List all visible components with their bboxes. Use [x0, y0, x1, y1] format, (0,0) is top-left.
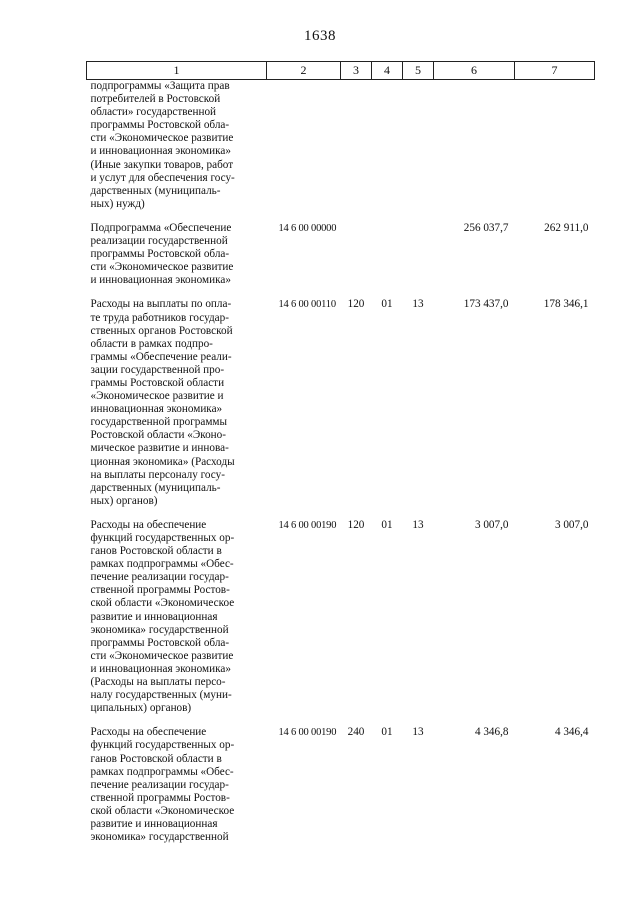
page-number: 1638: [304, 28, 336, 44]
row-name-line: Расходы на обеспечение: [90, 518, 207, 531]
row-name-line: ской области «Экономическое: [90, 597, 235, 610]
row-name-line: печение реализации государ-: [90, 571, 229, 584]
subsection-code: 13: [412, 726, 424, 739]
row-name-line: программы Ростовской обла-: [90, 248, 230, 261]
row-spacer: [87, 715, 595, 726]
amount-year-2: 3 007,0: [554, 518, 589, 531]
row-spacer-cell: [87, 211, 595, 222]
row-name-line: ционная экономика» (Расходы: [90, 455, 235, 468]
row-name-line: государственной программы: [90, 416, 228, 429]
section-code: [372, 222, 403, 287]
row-name-line: ственных органов Ростовской: [90, 324, 233, 337]
row-name-line: развитие и инновационная: [90, 610, 218, 623]
table-header: [87, 62, 595, 80]
row-name-line: Ростовской области «Эконо-: [90, 429, 226, 442]
target-article-code: 14 6 00 00190: [278, 727, 337, 739]
table-row: [87, 726, 595, 844]
column-header-5: 5: [403, 62, 434, 80]
row-name-line: сти «Экономическое развитие: [90, 132, 234, 145]
row-name: [87, 80, 267, 211]
amount-year-1: 4 346,8: [474, 726, 509, 739]
row-name-line: на выплаты персоналу госу-: [90, 468, 225, 481]
table-row: [87, 80, 595, 211]
row-name-line: реализации государственной: [90, 235, 228, 248]
section-code: 01: [381, 726, 393, 739]
expense-type-code: [341, 80, 372, 211]
row-name-line: (Иные закупки товаров, работ: [90, 158, 234, 171]
subsection-code: [403, 222, 434, 287]
row-name-line: Расходы на обеспечение: [90, 726, 207, 739]
amount-year-2: 262 911,0: [544, 221, 589, 234]
target-article-code: 14 6 00 00110: [278, 299, 336, 311]
target-article-code: 14 6 00 00000: [278, 222, 337, 234]
row-name-line: сти «Экономическое развитие: [90, 649, 234, 662]
row-name-line: области» государственной: [90, 106, 217, 119]
amount-year-2: 178 346,1: [543, 298, 589, 311]
row-spacer-cell: [87, 287, 595, 298]
row-name-line: печение реализации государ-: [90, 778, 229, 791]
row-name-line: граммы Ростовской области: [90, 376, 225, 389]
header-row: [87, 62, 595, 80]
amount-year-1: 173 437,0: [463, 298, 509, 311]
row-name-line: Расходы на выплаты по опла-: [90, 298, 232, 311]
row-name-line: налу государственных (муни-: [90, 689, 232, 702]
row-name-line: ных) органов): [90, 494, 158, 507]
row-name-line: и услут для обеспечения госу-: [90, 171, 235, 184]
table-row: [87, 519, 595, 715]
target-article-code: 14 6 00 00190: [278, 519, 337, 531]
row-name-line: «Экономическое развитие и: [90, 390, 224, 403]
table-body: [87, 80, 595, 845]
row-name-line: рамках подпрограммы «Обес-: [90, 765, 234, 778]
row-name-line: дарственных (муниципаль-: [90, 184, 221, 197]
row-spacer-cell: [87, 508, 595, 519]
row-spacer: [87, 211, 595, 222]
row-name-line: рамках подпрограммы «Обес-: [90, 558, 234, 571]
column-header-1: 1: [87, 62, 267, 80]
row-name-line: дарственных (муниципаль-: [90, 481, 221, 494]
section-code: [372, 80, 403, 211]
amount-year-2: [515, 80, 595, 211]
row-name-line: программы Ростовской обла-: [90, 119, 230, 132]
row-name-line: сти «Экономическое развитие: [90, 261, 234, 274]
column-header-3: 3: [341, 62, 372, 80]
row-name-line: подпрограммы «Защита прав: [90, 80, 230, 92]
row-name-line: ганов Ростовской области в: [90, 545, 222, 558]
row-name: [87, 298, 267, 508]
column-header-6: 6: [434, 62, 515, 80]
row-name-line: функций государственных ор-: [90, 739, 235, 752]
subsection-code: 13: [412, 298, 424, 311]
column-header-4: 4: [372, 62, 403, 80]
subsection-code: 13: [412, 518, 424, 531]
column-header-7: 7: [515, 62, 595, 80]
row-name-line: граммы «Обеспечение реали-: [90, 350, 232, 363]
amount-year-2: 4 346,4: [554, 726, 589, 739]
table-row: [87, 222, 595, 287]
amount-year-1: 256 037,7: [463, 221, 509, 234]
row-name-line: развитие и инновационная: [90, 817, 218, 830]
row-name-line: ципальных) органов): [90, 702, 192, 715]
row-name-line: Подпрограмма «Обеспечение: [90, 221, 232, 234]
row-name-line: области в рамках подпро-: [90, 337, 213, 350]
row-name: [87, 519, 267, 715]
row-name-line: функций государственных ор-: [90, 532, 235, 544]
expense-type-code: [341, 222, 372, 287]
table-row: [87, 298, 595, 508]
row-spacer: [87, 287, 595, 298]
row-name-line: и инновационная экономика»: [90, 274, 231, 287]
row-name-line: те труда работников государ-: [90, 311, 229, 324]
row-name-line: ганов Ростовской области в: [90, 752, 222, 765]
row-name-line: инновационная экономика»: [90, 403, 223, 416]
row-name-line: мическое развитие и иннова-: [90, 442, 229, 455]
row-name-line: (Расходы на выплаты персо-: [90, 676, 226, 689]
row-name-line: ственной программы Ростов-: [90, 791, 230, 804]
expense-type-code: 120: [347, 518, 365, 531]
row-name-line: экономика» государственной: [90, 623, 229, 636]
row-name-line: ных) нужд): [90, 197, 145, 210]
row-name-line: зации государственной про-: [90, 363, 225, 376]
section-code: 01: [381, 518, 393, 531]
row-name-line: и инновационная экономика»: [90, 145, 231, 158]
row-name-line: ственной программы Ростов-: [90, 584, 230, 597]
row-name-line: и инновационная экономика»: [90, 662, 231, 675]
row-name: [87, 222, 267, 287]
row-name-line: экономика» государственной: [90, 831, 229, 844]
row-name-line: потребителей в Ростовской: [90, 93, 221, 106]
column-header-2: 2: [267, 62, 341, 80]
target-article-code: [267, 80, 341, 211]
amount-year-1: 3 007,0: [474, 518, 509, 531]
expense-type-code: 240: [347, 726, 365, 739]
row-spacer-cell: [87, 715, 595, 726]
row-spacer: [87, 508, 595, 519]
expense-type-code: 120: [347, 298, 365, 311]
budget-table: [86, 61, 595, 844]
amount-year-1: [434, 80, 515, 211]
section-code: 01: [381, 298, 393, 311]
row-name-line: ской области «Экономическое: [90, 804, 235, 817]
row-name-line: программы Ростовской обла-: [90, 636, 230, 649]
row-name: [87, 726, 267, 844]
subsection-code: [403, 80, 434, 211]
